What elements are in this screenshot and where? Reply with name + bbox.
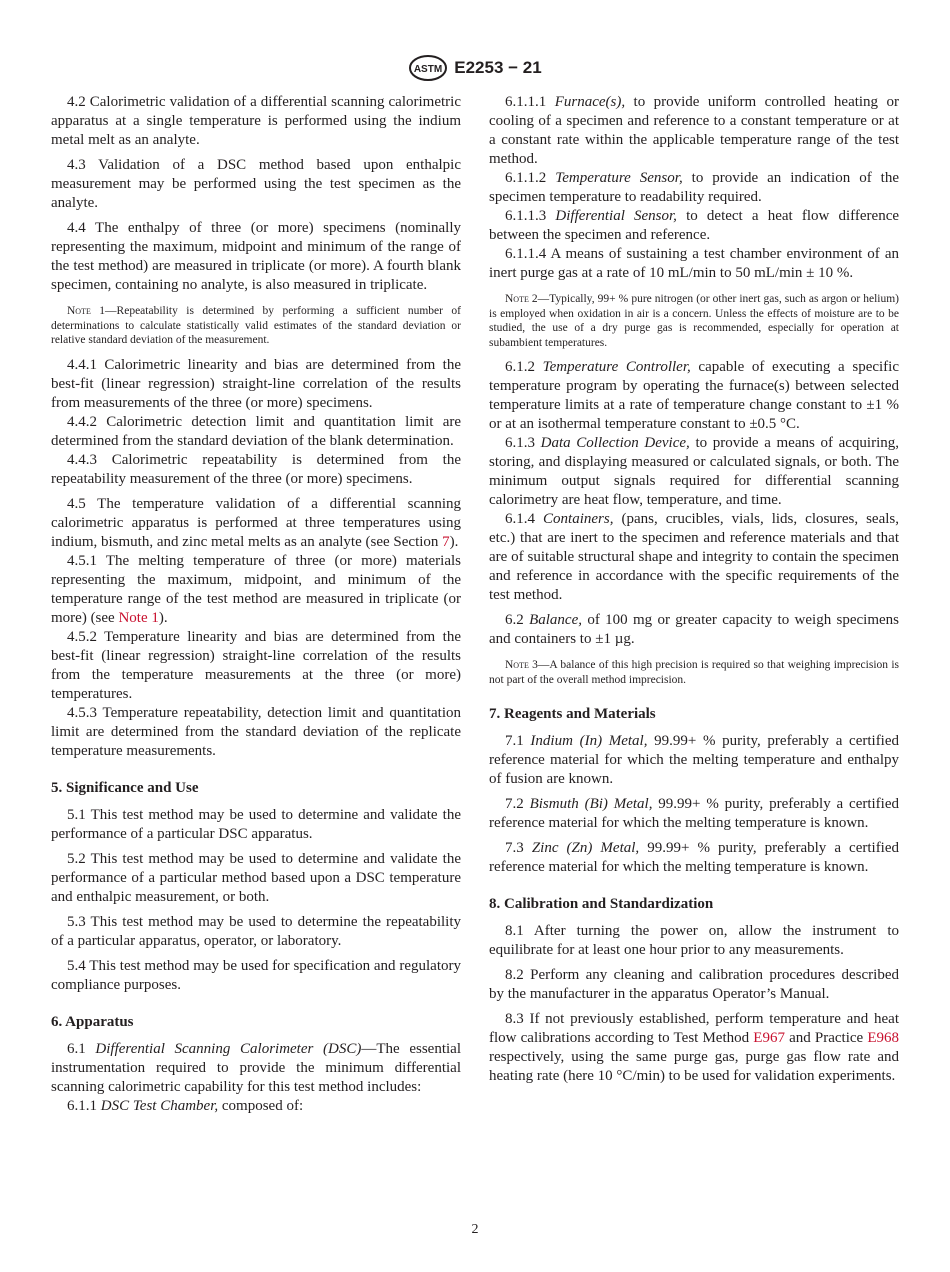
paragraph-4-3: 4.3 Validation of a DSC method based upon enthalpic measurement may be performed using the test specimen as the analyte. [51,157,461,211]
paragraph-6-1-1-1-text: to provide uniform controlled heating or cooling of a specimen and reference to a constant temperature or at a constant rate within the applicable temperature range of the test method. [489,94,899,167]
astm-logo-icon [408,54,448,82]
paragraph-6-1-4-term: Containers, [543,511,614,527]
paragraph-7-2-term: Bismuth (Bi) Metal, [529,796,653,812]
paragraph-6-1-1-1 [489,93,899,169]
paragraph-5-2: 5.2 This test method may be used to determine and validate the performance of a particular method based upon a DSC temperature and enthalpic measurement, or both. [51,850,461,905]
paragraph-6-2-text: of 100 mg or greater capacity to weigh specimens and containers to ±1 µg. [489,612,899,647]
section-6-heading: 6. Apparatus [51,1013,134,1030]
note-2 [489,292,899,350]
paragraph-7-2-number: 7.2 [505,796,530,812]
paragraph-4-4-2: 4.4.2 Calorimetric detection limit and quantitation limit are determined from the standard deviation of the blank determination. [51,413,461,449]
paragraph-7-2 [489,795,899,833]
e968-link[interactable]: E968 [867,1030,899,1046]
paragraph-6-2-term: Balance, [529,612,582,628]
paragraph-6-1-1-1-number: 6.1.1.1 [505,94,555,110]
note-3-label: Note 3 [505,659,538,671]
paragraph-7-1-text: 99.99+ % purity, preferably a certified reference material for which the melting temperature and enthalpy of fusion are known. [489,733,900,787]
paragraph-5-3: 5.3 This test method may be used to determine the repeatability of a particular apparatus, operator, or laboratory. [51,913,461,949]
paragraph-4-5-1 [51,552,461,628]
paragraph-6-1-4-number: 6.1.4 [505,511,544,527]
paragraph-6-1-1-4: 6.1.1.4 A means of sustaining a test chamber environment of an inert purge gas at a rate of 10 mL/min to 50 mL/min ± 10 %. [489,246,899,281]
left-column [51,93,461,1116]
paragraph-6-1-2-text: capable of executing a specific temperature program by operating the furnace(s) between selected temperature limits at a rate of temperature change constant to ±1 % or at an isothermal temperature constant to ±0.5 °C. [489,359,899,432]
paragraph-6-1-1-3-term: Differential Sensor, [555,208,677,224]
paragraph-8-3 [489,1010,899,1086]
page-header [0,54,950,82]
section-5-heading: 5. Significance and Use [51,779,199,796]
paragraph-4-4-1: 4.4.1 Calorimetric linearity and bias are determined from the best-fit (linear regression) straight-line correlation of the results from measurements of the three (or more) specimens. [51,356,461,411]
paragraph-6-1-1-2-number: 6.1.1.2 [505,170,556,186]
note-1-text: —Repeatability is determined by performing a sufficient number of determinations to calculate statistically valid estimates of the standard deviation or relative standard deviation of the measurement. [51,305,461,346]
right-column [489,93,899,1092]
paragraph-6-1-number: 6.1 [67,1040,96,1057]
paragraph-6-1-1-2-term: Temperature Sensor, [555,170,683,186]
paragraph-6-1-1-3 [489,207,899,245]
paragraph-8-3-end: respectively, using the same purge gas, purge gas flow rate and heating rate (here 10 °C/min) to be used for validation experiments. [489,1049,899,1084]
paragraph-6-1-3-number: 6.1.3 [505,435,541,451]
paragraph-6-1-text: —The essential instrumentation required to provide the minimum differential scanning calorimetric capability for this test method includes: [51,1040,461,1095]
paragraph-4-4-3: 4.4.3 Calorimetric repeatability is determined from the repeatability measurement of the three (or more) specimens. [51,451,461,487]
paragraph-7-3 [489,839,899,877]
paragraph-4-5-1-end: ). [158,609,168,626]
note-2-label: Note 2 [505,293,538,305]
paragraph-6-1-term: Differential Scanning Calorimeter (DSC) [95,1040,362,1057]
paragraph-6-1-4 [489,510,899,605]
paragraph-4-2: 4.2 Calorimetric validation of a differential scanning calorimetric apparatus at a single temperature is performed using the indium metal melt as an analyte. [51,94,461,148]
section-8-heading: 8. Calibration and Standardization [489,896,714,912]
paragraph-7-3-text: 99.99+ % purity, preferably a certified reference material for which the melting temperature is known. [489,840,900,875]
paragraph-6-1-1-3-number: 6.1.1.3 [505,208,556,224]
paragraph-6-1-2-term: Temperature Controller, [542,359,691,375]
paragraph-8-1: 8.1 After turning the power on, allow the instrument to equilibrate for at least one hour prior to any measurements. [489,923,899,958]
paragraph-6-1-1-1-term: Furnace(s), [554,94,626,110]
paragraph-6-1-3-term: Data Collection Device, [540,435,690,451]
paragraph-4-4: 4.4 The enthalpy of three (or more) specimens (nominally representing the maximum, midpoint and minimum of the range of the test method) are measured in triplicate (or more). A fourth blank specimen, containing no analyte, is also measured in triplicate. [51,220,461,293]
paragraph-4-5-text: 4.5 The temperature validation of a differential scanning calorimetric apparatus is performed at three temperatures using indium, bismuth, and zinc metal melts as an analyte (see Section [51,495,461,550]
paragraph-7-1 [489,732,899,789]
paragraph-8-3-text: 8.3 If not previously established, perform temperature and heat flow calibrations according to Test Method [489,1011,899,1046]
paragraph-4-5-3: 4.5.3 Temperature repeatability, detection limit and quantitation limit are determined from the standard deviation of the replicate temperature measurements. [51,704,461,759]
paragraph-6-1-1 [51,1097,461,1116]
page-number: 2 [471,1222,479,1237]
document-designation: E2253 − 21 [454,58,542,77]
paragraph-6-1-1-2-text: to provide an indication of the specimen temperature to readability required. [489,170,899,205]
paragraph-4-5-1-text: 4.5.1 The melting temperature of three (or more) materials representing the maximum, midpoint, and minimum of the temperature range of the test method are measured in triplicate (or more) (see [51,552,461,626]
paragraph-7-1-number: 7.1 [505,733,531,749]
note-2-text: —Typically, 99+ % pure nitrogen (or other inert gas, such as argon or helium) is employed when oxidation in air is a concern. Unless the effects of moisture are to be studied, the use of a dry purge gas is recommended, especially for operation at subambient temperatures. [489,293,899,349]
paragraph-7-2-text: 99.99+ % purity, preferably a certified reference material for which the melting temperature is known. [489,796,899,831]
paragraph-4-5-2: 4.5.2 Temperature linearity and bias are determined from the best-fit (linear regression) straight-line correlation of the results from the temperature measurements at the three (or more) temperatures. [51,628,461,702]
paragraph-6-1-1-2 [489,169,899,207]
paragraph-5-1: 5.1 This test method may be used to determine and validate the performance of a particular DSC apparatus. [51,806,461,842]
paragraph-6-2 [489,611,899,649]
note-1-label: Note 1 [67,305,106,317]
paragraph-6-1-2 [489,358,899,434]
paragraph-7-3-term: Zinc (Zn) Metal, [531,840,640,856]
paragraph-6-2-number: 6.2 [505,612,530,628]
paragraph-5-4: 5.4 This test method may be used for specification and regulatory compliance purposes. [51,957,461,993]
note-3-text: —A balance of this high precision is required so that weighing imprecision is not part of the overall method imprecision. [489,659,899,686]
paragraph-7-3-number: 7.3 [505,840,532,856]
paragraph-4-5-end: ). [449,533,459,550]
e967-link[interactable]: E967 [753,1030,785,1046]
note-1 [51,304,461,348]
paragraph-6-1-2-number: 6.1.2 [505,359,543,375]
paragraph-6-1-3 [489,434,899,510]
paragraph-6-1-1-number: 6.1.1 [67,1097,101,1114]
paragraph-4-5 [51,495,461,552]
paragraph-6-1-1-3-text: to detect a heat flow difference between the specimen and reference. [489,208,900,243]
paragraph-8-3-middle: and Practice [784,1030,868,1046]
note-3 [489,658,899,687]
paragraph-6-1-1-term: DSC Test Chamber, [100,1097,219,1114]
paragraph-6-1-3-text: to provide a means of acquiring, storing, and displaying measured or calculated signals, or both. The minimum output signals required for differential scanning calorimetry are heat flow, temperature, and time. [489,435,899,508]
paragraph-8-2: 8.2 Perform any cleaning and calibration procedures described by the manufacturer in the apparatus Operator’s Manual. [489,967,899,1002]
note-1-link[interactable]: Note 1 [118,609,159,626]
svg-text:ASTM: ASTM [414,64,443,75]
paragraph-6-1-1-text: composed of: [218,1097,304,1114]
paragraph-6-1 [51,1040,461,1097]
section-7-heading: 7. Reagents and Materials [489,706,656,722]
paragraph-6-1-4-text: (pans, crucibles, vials, lids, closures, seals, etc.) that are inert to the specimen and reference materials and that are of suitable structural shape and integrity to contain the specimen and reference in accordance with the specific requirements of the test method. [489,511,899,603]
paragraph-7-1-term: Indium (In) Metal, [530,733,648,749]
section-7-link[interactable]: 7 [442,533,450,550]
